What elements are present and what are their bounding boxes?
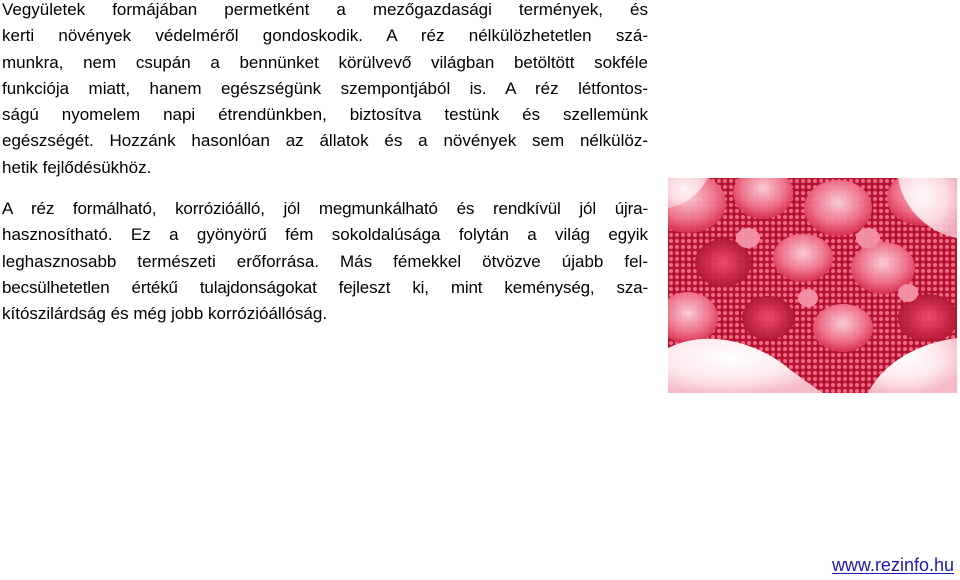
paragraph-2 xyxy=(2,196,648,327)
copper-fractal-illustration xyxy=(668,178,957,393)
text-line: kerti növények védelméről gondoskodik. A réz nélkülözhetetlen szá- xyxy=(2,26,648,46)
text-line: hetik fejlődésükhöz. xyxy=(2,157,152,177)
text-line: egészségét. Hozzánk hasonlóan az állatok és a növények sem nélkülöz- xyxy=(2,131,648,151)
article-text xyxy=(2,0,648,328)
text-line: Vegyületek formájában permetként a mezőgazdasági termények, és xyxy=(2,0,648,19)
paragraph-1 xyxy=(2,0,648,181)
text-line: ságú nyomelem napi étrendünkben, biztosítva testünk és szellemünk xyxy=(2,105,648,125)
text-line: kítószilárdság és még jobb korrózióállóság. xyxy=(2,304,328,324)
text-line: munkra, nem csupán a bennünket körülvevő világban betöltött sokféle xyxy=(2,52,648,72)
text-line: becsülhetetlen értékű tulajdonságokat fejleszt ki, mint keménység, sza- xyxy=(2,277,648,297)
text-line: A réz formálható, korrózióálló, jól megmunkálható és rendkívül jól újra- xyxy=(2,199,648,219)
site-link[interactable]: www.rezinfo.hu xyxy=(831,555,954,575)
text-line: leghasznosabb természeti erőforrása. Más fémekkel ötvözve újabb fel- xyxy=(2,251,648,271)
text-line: hasznosítható. Ez a gyönyörű fém sokoldalúsága folytán a világ egyik xyxy=(2,225,648,245)
text-line: funkciója miatt, hanem egészségünk szempontjából is. A réz létfontos- xyxy=(2,78,648,98)
